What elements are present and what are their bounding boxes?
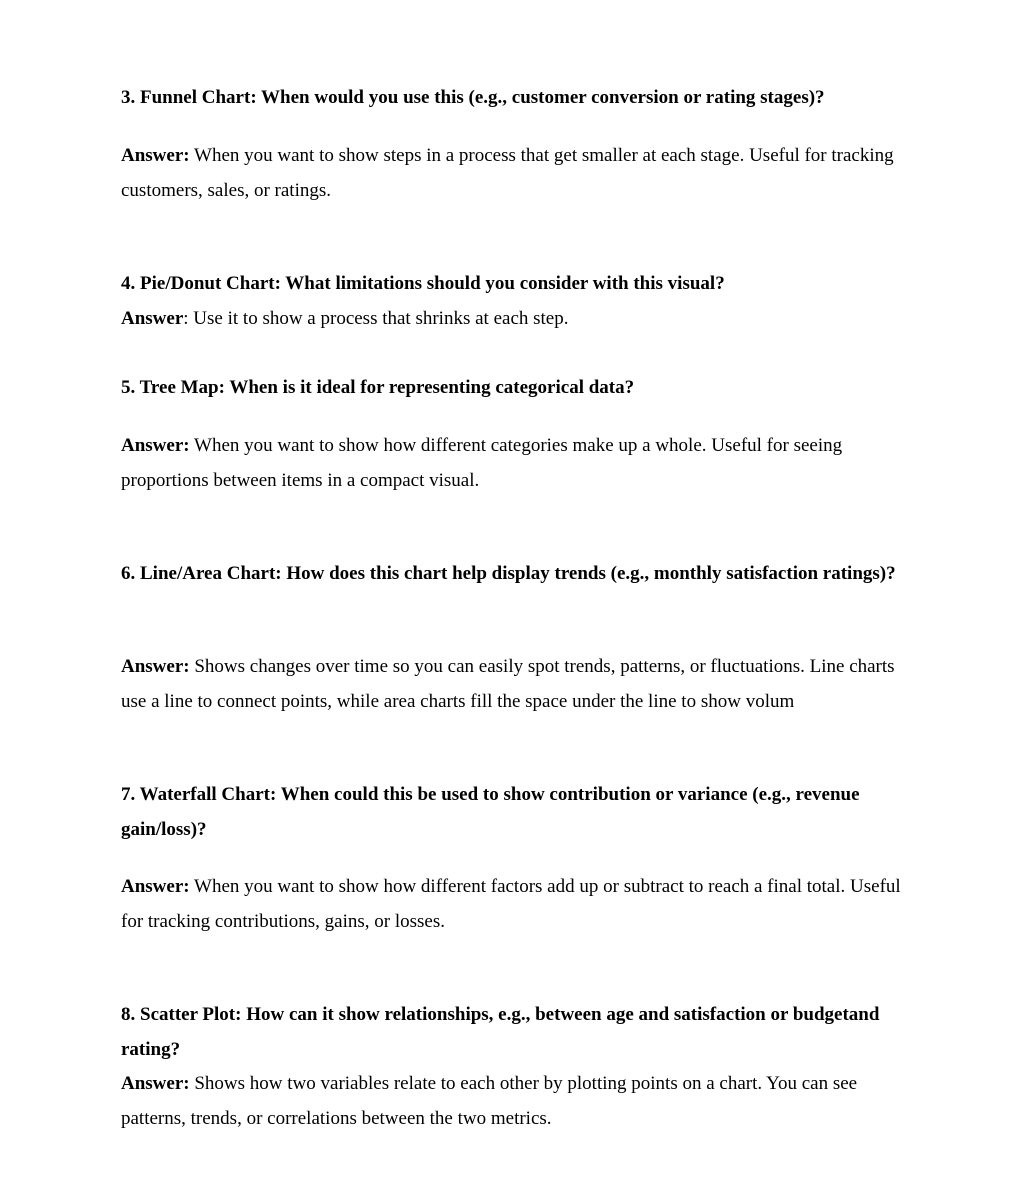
answer-5 [121,428,921,498]
answer-label: Answer: [121,1073,190,1094]
question-3: 3. Funnel Chart: When would you use this (e.g., customer conversion or rating stages)? [121,87,825,108]
question-6: 6. Line/Area Chart: How does this chart help display trends (e.g., monthly satisfaction ratings)? [121,563,896,584]
answer-text: Shows how two variables relate to each other by plotting points on a chart. You can see patterns, trends, or correlations between the two metrics. [121,1073,858,1129]
answer-label: Answer: [121,435,190,456]
answer-label: Answer: [121,656,190,677]
answer-text: When you want to show steps in a process that get smaller at each stage. Useful for tracking customers, sales, or ratings. [121,145,894,201]
answer-8 [121,1066,921,1136]
answer-text: Shows changes over time so you can easily spot trends, patterns, or fluctuations. Line charts use a line to connect points, while area charts fill the space under the line to show volum [121,656,895,712]
answer-text: : Use it to show a process that shrinks at each step. [183,308,569,329]
answer-7 [121,869,921,939]
answer-label: Answer [121,308,184,329]
answer-label: Answer: [121,876,190,897]
question-8: 8. Scatter Plot: How can it show relationships, e.g., between age and satisfaction or budgetand rating? [121,1004,880,1060]
question-5: 5. Tree Map: When is it ideal for representing categorical data? [121,377,635,398]
answer-6 [121,649,921,719]
question-4: 4. Pie/Donut Chart: What limitations should you consider with this visual? [121,273,725,294]
answer-text: When you want to show how different categories make up a whole. Useful for seeing proportions between items in a compact visual. [121,435,843,491]
question-7: 7. Waterfall Chart: When could this be used to show contribution or variance (e.g., revenue gain/loss)? [121,784,860,840]
answer-3 [121,138,921,208]
answer-label: Answer: [121,145,190,166]
answer-text: When you want to show how different factors add up or subtract to reach a final total. Useful for tracking contributions, gains, or losses. [121,876,901,932]
answer-4 [121,301,921,336]
